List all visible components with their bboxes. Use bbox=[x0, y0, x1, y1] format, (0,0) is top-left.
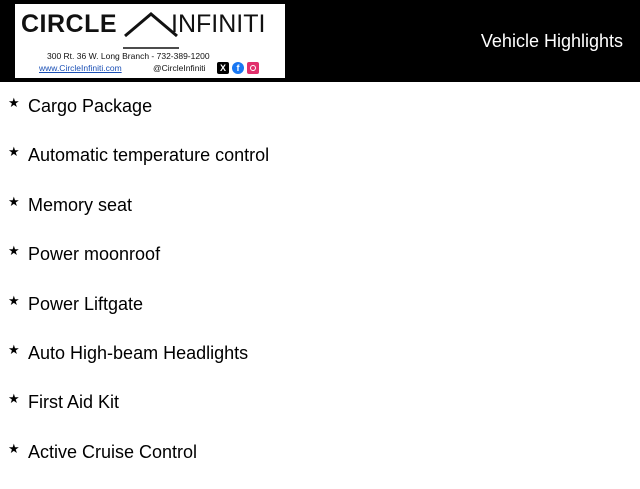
star-icon: ★ bbox=[8, 293, 20, 309]
list-item-label: Power moonroof bbox=[28, 244, 161, 265]
list-item-label: Auto High-beam Headlights bbox=[28, 342, 249, 363]
star-icon: ★ bbox=[8, 342, 20, 358]
header-bar bbox=[0, 0, 640, 82]
x-icon: X bbox=[217, 62, 229, 74]
star-icon: ★ bbox=[8, 96, 20, 111]
logo-website: www.CircleInfiniti.com bbox=[39, 63, 122, 73]
logo-address: 300 Rt. 36 W. Long Branch - 732-389-1200 bbox=[47, 51, 210, 61]
dealer-logo bbox=[15, 4, 285, 78]
list-item-label: First Aid Kit bbox=[28, 392, 120, 413]
page-title: Vehicle Highlights bbox=[480, 31, 623, 51]
list-item-label: Active Cruise Control bbox=[28, 441, 198, 462]
facebook-icon: f bbox=[232, 62, 244, 74]
star-icon: ★ bbox=[8, 194, 20, 210]
list-item-label: Memory seat bbox=[28, 194, 133, 215]
list-item-label: Automatic temperature control bbox=[28, 145, 270, 166]
logo-handle: @CircleInfiniti bbox=[153, 63, 206, 73]
list-item-label: Power Liftgate bbox=[28, 293, 144, 314]
star-icon: ★ bbox=[8, 145, 20, 161]
star-icon: ★ bbox=[8, 244, 20, 260]
logo-word-circle: CIRCLE bbox=[21, 10, 118, 38]
instagram-icon bbox=[247, 62, 259, 74]
star-icon: ★ bbox=[8, 441, 20, 457]
list-item-label: Cargo Package bbox=[28, 96, 153, 116]
star-icon: ★ bbox=[8, 392, 20, 408]
logo-word-infiniti: INFINITI bbox=[171, 10, 266, 38]
